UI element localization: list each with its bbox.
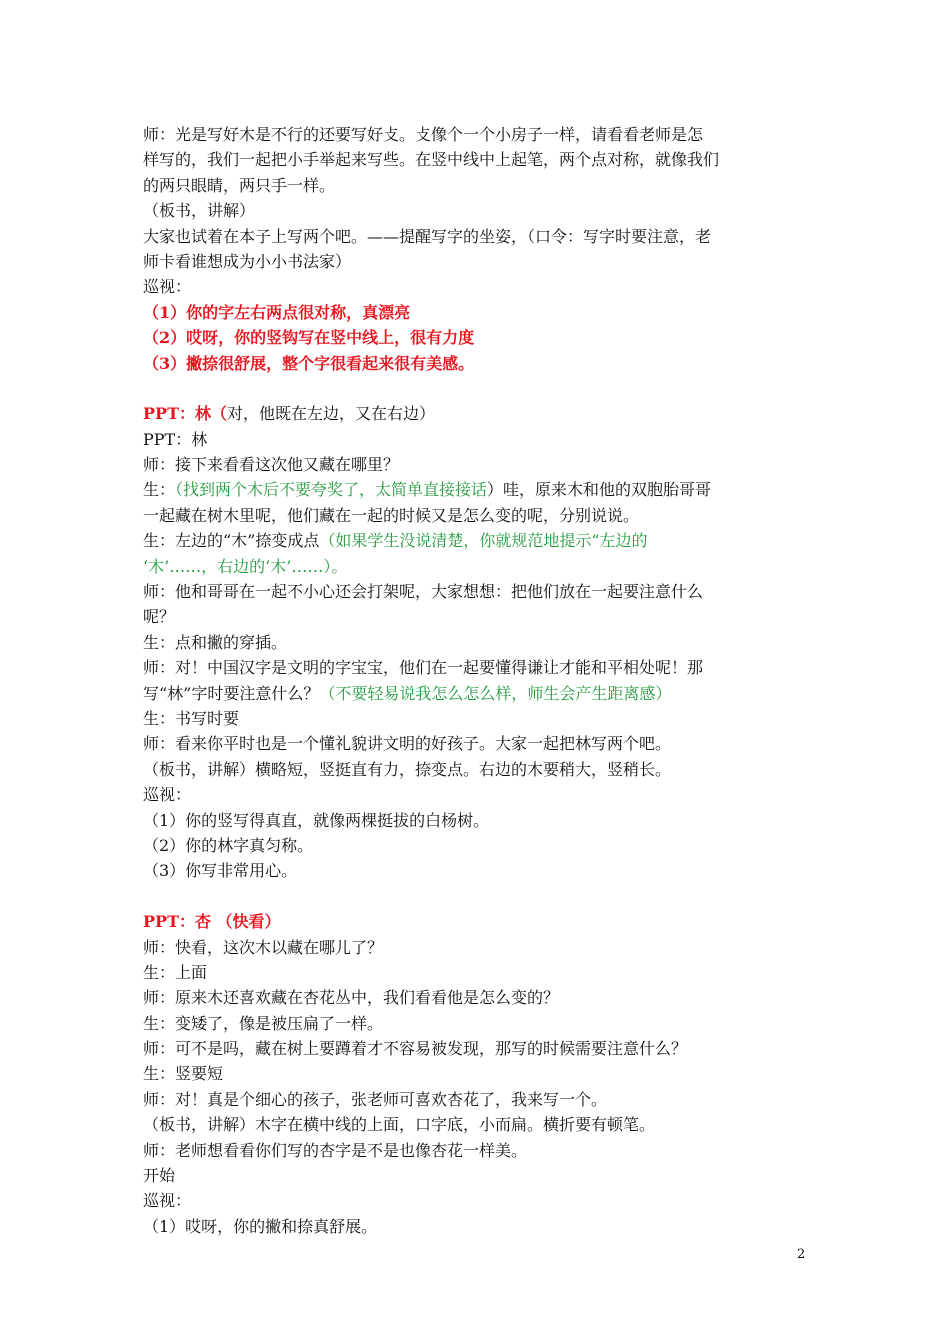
text-line — [143, 1214, 811, 1239]
body-text: 师：快看，这次木以藏在哪儿了？ — [143, 937, 384, 957]
text-line — [143, 1138, 811, 1163]
body-text: 师：他和哥哥在一起不小心还会打架呢，大家想想：把他们放在一起要注意什么 — [143, 582, 704, 602]
text-line — [143, 757, 811, 782]
body-text: 师：看来你平时也是一个懂礼貌讲文明的好孩子。大家一起把林写两个吧。 — [143, 734, 672, 754]
text-line — [143, 1036, 811, 1061]
text-line — [143, 833, 811, 858]
text-line — [143, 1112, 811, 1137]
body-text: 样写的，我们一起把小手举起来写些。在竖中线中上起笔，两个点对称，就像我们 — [143, 150, 720, 170]
body-text: ）哇，原来木和他的双胞胎哥哥 — [487, 480, 712, 500]
text-line — [143, 960, 811, 985]
body-text: （板书，讲解）木字在横中线的上面，口字底，小而扁。横折要有顿笔。 — [143, 1115, 656, 1135]
body-text: 巡视： — [143, 277, 192, 297]
body-text: 生：书写时要 — [143, 708, 240, 728]
note-green-text: （找到两个木后不要夸奖了，太简单直接接话 — [175, 480, 488, 500]
text-line — [143, 503, 811, 528]
text-line — [143, 198, 811, 223]
text-line — [143, 351, 811, 376]
text-line — [143, 325, 811, 350]
body-text: 开始 — [143, 1166, 176, 1186]
text-line — [143, 808, 811, 833]
highlight-red-text: PPT：林（ — [143, 404, 227, 424]
blank-line — [143, 376, 811, 401]
blank-line — [143, 884, 811, 909]
text-line — [143, 224, 811, 249]
page-number: 2 — [797, 1247, 806, 1262]
text-line — [143, 1011, 811, 1036]
body-text: 师：对！真是个细心的孩子，张老师可喜欢杏花了，我来写一个。 — [143, 1089, 608, 1109]
highlight-red-text: （1）你的字左右两点很对称，真漂亮 — [143, 302, 411, 322]
text-line — [143, 858, 811, 883]
body-text: 巡视： — [143, 785, 192, 805]
note-green-text: （不要轻易说我怎么怎么样，师生会产生距离感） — [319, 683, 672, 703]
body-text: 生：竖要短 — [143, 1064, 224, 1084]
highlight-red-text: （2）哎呀，你的竖钩写在竖中线上，很有力度 — [143, 328, 475, 348]
text-line — [143, 706, 811, 731]
text-line — [143, 249, 811, 274]
text-line — [143, 1087, 811, 1112]
body-text: 生：上面 — [143, 962, 208, 982]
text-line — [143, 274, 811, 299]
body-text: 师：光是写好木是不行的还要写好攴。攴像个一个小房子一样，请看看老师是怎 — [143, 125, 704, 144]
text-line — [143, 173, 811, 198]
text-line — [143, 909, 811, 934]
text-line — [143, 122, 811, 147]
text-line — [143, 782, 811, 807]
text-line — [143, 604, 811, 629]
body-text: 生：变矮了，像是被压扁了一样。 — [143, 1013, 384, 1033]
note-green-text: （如果学生没说清楚，你就规范地提示“左边的 — [319, 531, 648, 551]
body-text: 生：左边的“木”捺变成点 — [143, 531, 320, 551]
note-green-text: ‘木’……，右边的‘木’……）。 — [143, 556, 348, 576]
text-line — [143, 300, 811, 325]
text-line — [143, 935, 811, 960]
highlight-red-text: （3）撇捺很舒展，整个字很看起来很有美感。 — [143, 353, 475, 373]
text-line — [143, 655, 811, 680]
text-line — [143, 452, 811, 477]
document-body — [143, 122, 811, 1239]
text-line — [143, 630, 811, 655]
text-line — [143, 401, 811, 426]
body-text: 师：可不是吗，藏在树上要蹲着才不容易被发现，那写的时候需要注意什么？ — [143, 1039, 688, 1059]
body-text: 对，他既在左边，又在右边） — [226, 404, 435, 424]
body-text: （3）你写非常用心。 — [143, 861, 298, 881]
text-line — [143, 731, 811, 756]
text-line — [143, 147, 811, 172]
body-text: 的两只眼睛，两只手一样。 — [143, 175, 336, 195]
body-text: 师：老师想看看你们写的杏字是不是也像杏花一样美。 — [143, 1140, 528, 1160]
body-text: 大家也试着在本子上写两个吧。——提醒写字的坐姿，（口令：写字时要注意，老 — [143, 226, 712, 246]
body-text: （板书，讲解）横略短，竖挺直有力，捺变点。右边的木要稍大，竖稍长。 — [143, 759, 672, 779]
body-text: 巡视： — [143, 1191, 192, 1211]
text-line — [143, 554, 811, 579]
text-line — [143, 681, 811, 706]
highlight-red-text: PPT：杏 （快看） — [143, 912, 281, 932]
text-line — [143, 985, 811, 1010]
body-text: 师卡看谁想成为小小书法家） — [143, 251, 352, 271]
body-text: 生：点和撇的穿插。 — [143, 632, 288, 652]
text-line — [143, 579, 811, 604]
text-line — [143, 528, 811, 553]
body-text: 师：对！中国汉字是文明的字宝宝，他们在一起要懂得谦让才能和平相处呢！那 — [143, 658, 704, 678]
body-text: 师：接下来看看这次他又藏在哪里？ — [143, 455, 400, 475]
text-line — [143, 477, 811, 502]
body-text: 生： — [143, 480, 176, 500]
body-text: （2）你的林字真匀称。 — [143, 835, 314, 855]
body-text: （1）你的竖写得真直，就像两棵挺拔的白杨树。 — [143, 810, 490, 830]
body-text: 呢？ — [143, 607, 176, 627]
body-text: 写“林”字时要注意什么？ — [143, 683, 320, 703]
body-text: 师：原来木还喜欢藏在杏花丛中，我们看看他是怎么变的？ — [143, 988, 560, 1008]
text-line — [143, 1061, 811, 1086]
body-text: （1）哎呀，你的撇和捺真舒展。 — [143, 1216, 378, 1236]
body-text: PPT：林 — [143, 429, 208, 449]
text-line — [143, 1188, 811, 1213]
text-line — [143, 427, 811, 452]
body-text: （板书，讲解） — [143, 201, 256, 221]
text-line — [143, 1163, 811, 1188]
body-text: 一起藏在树木里呢，他们藏在一起的时候又是怎么变的呢，分别说说。 — [143, 505, 640, 525]
